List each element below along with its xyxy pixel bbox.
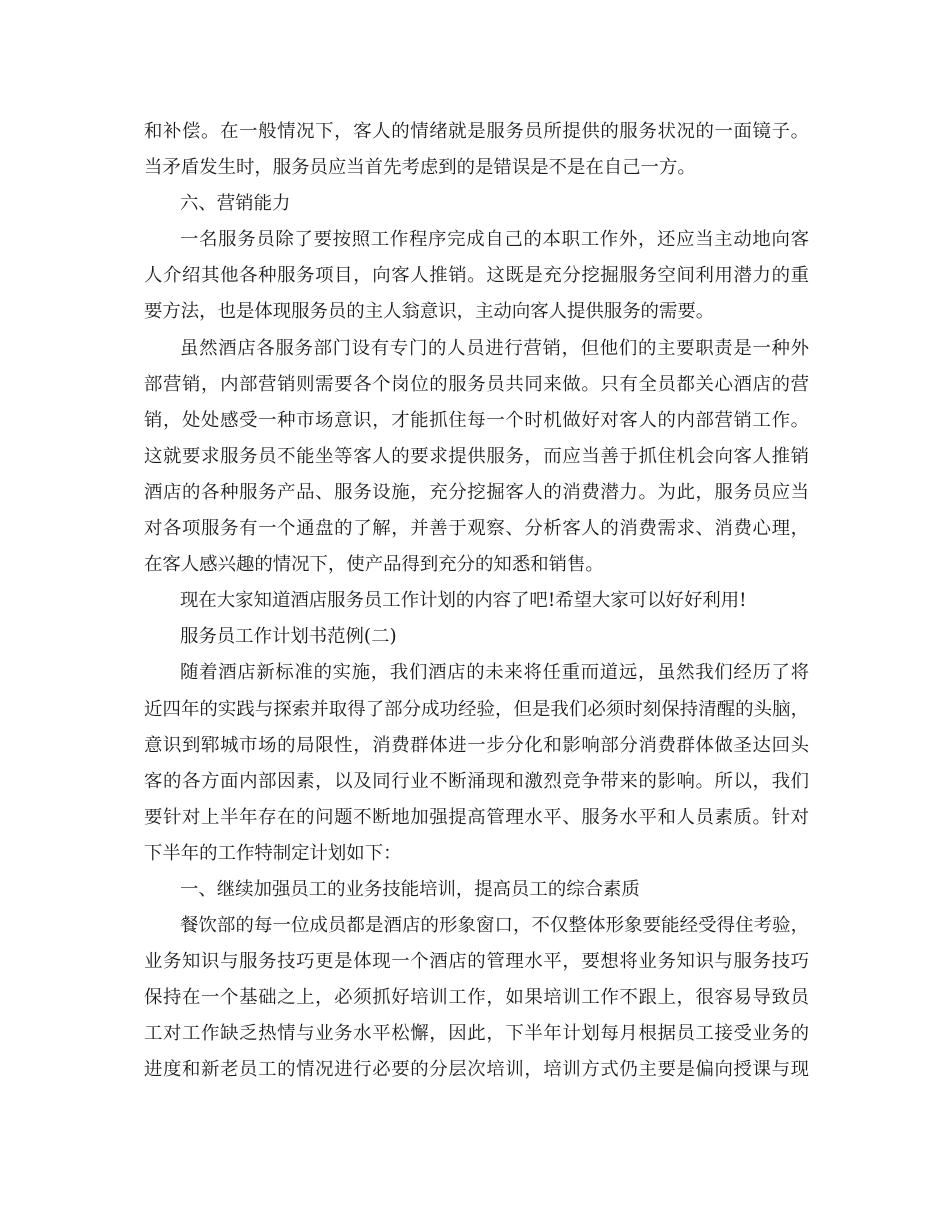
text-line: 餐饮部的每一位成员都是酒店的形象窗口，不仅整体形象要能经受得住考验， [180,915,809,937]
text-line: 要方法，也是体现服务员的主人翁意识，主动向客人提供服务的需要。 [144,301,715,323]
text-line: 下半年的工作特制定计划如下： [144,842,402,864]
text-line: 工对工作缺乏热情与业务水平松懈，因此，下半年计划每月根据员工接受业务的 [144,1023,809,1045]
text-line: 进度和新老员工的情况进行必要的分层次培训，培训方式仍主要是偏向授课与现 [144,1059,809,1081]
text-line: 在客人感兴趣的情况下，使产品得到充分的知悉和销售。 [144,554,604,576]
text-line: 虽然酒店各服务部门设有专门的人员进行营销，但他们的主要职责是一种外 [180,337,809,359]
text-line: 人介绍其他各种服务项目，向客人推销。这既是充分挖掘服务空间利用潜力的重 [144,265,809,287]
text-line: 随着酒店新标准的实施，我们酒店的未来将任重而道远，虽然我们经历了将 [180,662,809,684]
text-line: 对各项服务有一个通盘的了解，并善于观察、分析客人的消费需求、消费心理， [144,518,809,540]
text-line: 一名服务员除了要按照工作程序完成自己的本职工作外，还应当主动地向客 [180,229,809,251]
text-line: 现在大家知道酒店服务员工作计划的内容了吧!希望大家可以好好利用! [180,590,747,612]
text-line: 近四年的实践与探索并取得了部分成功经验，但是我们必须时刻保持清醒的头脑， [144,698,809,720]
text-line: 要针对上半年存在的问题不断地加强提高管理水平、服务水平和人员素质。针对 [144,806,809,828]
text-line: 业务知识与服务技巧更是体现一个酒店的管理水平，要想将业务知识与服务技巧 [144,951,809,973]
text-line: 一、继续加强员工的业务技能培训，提高员工的综合素质 [180,878,640,900]
text-line: 意识到郓城市场的局限性，消费群体进一步分化和影响部分消费群体做圣达回头 [144,734,809,756]
text-line: 销，处处感受一种市场意识，才能抓住每一个时机做好对客人的内部营销工作。 [144,409,809,431]
text-line: 六、营销能力 [180,193,291,215]
text-line: 这就要求服务员不能坐等客人的要求提供服务，而应当善于抓住机会向客人推销 [144,445,809,467]
text-line: 服务员工作计划书范例(二) [180,626,397,648]
text-line: 酒店的各种服务产品、服务设施，充分挖掘客人的消费潜力。为此，服务员应当 [144,481,809,503]
text-line: 部营销，内部营销则需要各个岗位的服务员共同来做。只有全员都关心酒店的营 [144,373,809,395]
text-line: 当矛盾发生时，服务员应当首先考虑到的是错误是不是在自己一方。 [144,157,696,179]
text-line: 和补偿。在一般情况下，客人的情绪就是服务员所提供的服务状况的一面镜子。 [144,121,809,142]
document-body [144,114,809,1089]
text-line: 客的各方面内部因素，以及同行业不断涌现和激烈竞争带来的影响。所以，我们 [144,770,809,792]
text-line: 保持在一个基础之上，必须抓好培训工作，如果培训工作不跟上，很容易导致员 [144,987,809,1009]
